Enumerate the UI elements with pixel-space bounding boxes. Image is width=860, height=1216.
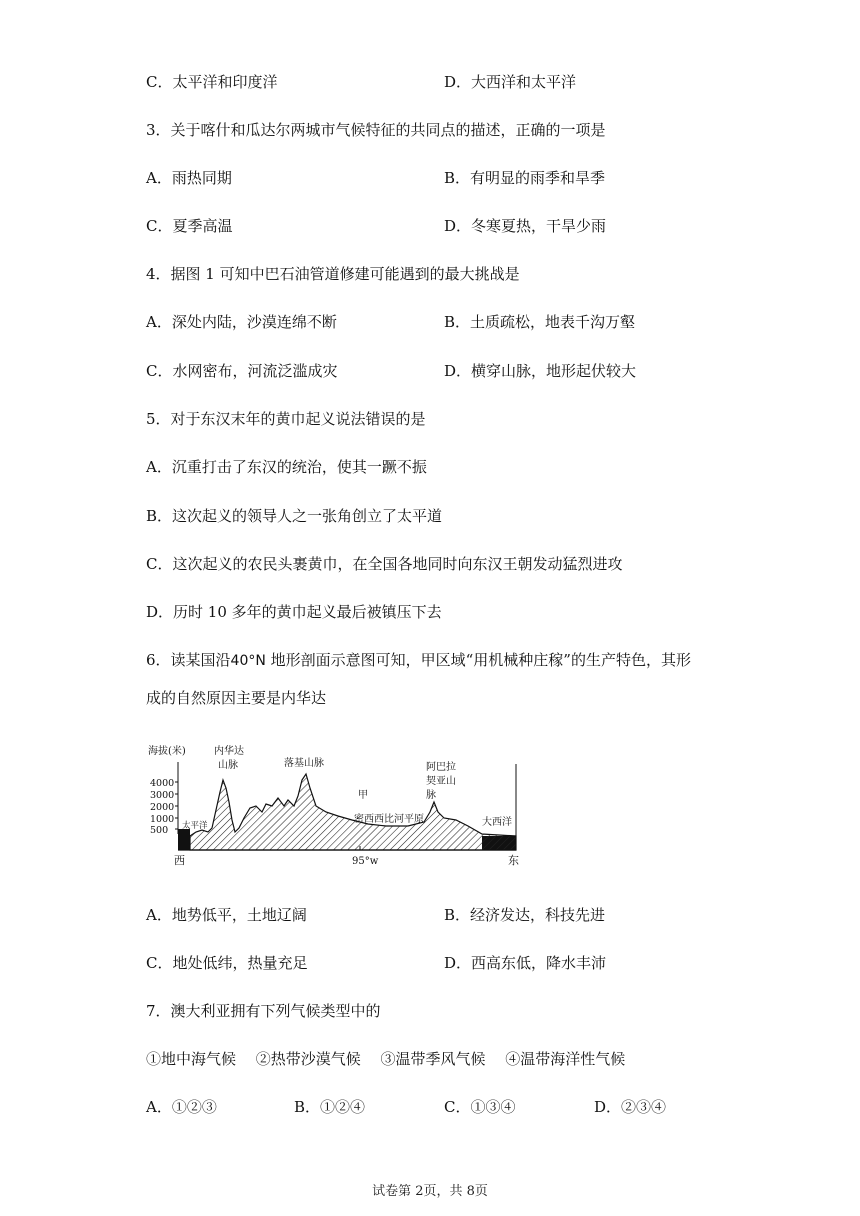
q5-option-c: C．这次起义的农民头裹黄巾，在全国各地同时向东汉王朝发动猛烈进攻 — [146, 555, 623, 573]
q7-option-b: B．①②④ — [294, 1098, 366, 1116]
terrain-profile-figure — [146, 740, 526, 868]
tick-2000: 2000 — [150, 802, 175, 813]
tick-500: 500 — [150, 825, 169, 836]
q6-stem — [146, 650, 691, 671]
q6-option-a: A．地势低平，土地辽阔 — [146, 906, 307, 924]
q2-option-d: D．大西洋和太平洋 — [444, 73, 577, 91]
q4-option-c: C．水网密布，河流泛滥成灾 — [146, 362, 338, 380]
pacific-label: 太平洋 — [182, 821, 208, 831]
q6-option-c: C．地处低纬，热量充足 — [146, 954, 308, 972]
meridian-label: 95°w — [352, 856, 379, 867]
appalachian-label-line1: 阿巴拉 — [426, 762, 456, 773]
q6-stem-before: 6．读某国沿 — [146, 651, 231, 669]
q3-stem: 3．关于喀什和瓜达尔两城市气候特征的共同点的描述，正确的一项是 — [146, 121, 606, 139]
jia-label: 甲 — [358, 790, 368, 801]
q6-option-b: B．经济发达，科技先进 — [444, 906, 606, 924]
nevada-label-line1: 内华达 — [214, 746, 244, 757]
q4-option-a: A．深处内陆，沙漠连绵不断 — [146, 313, 337, 331]
tick-3000: 3000 — [150, 790, 175, 801]
appalachian-label-line3: 脉 — [426, 790, 436, 801]
east-label: 东 — [508, 854, 519, 867]
tick-1000: 1000 — [150, 814, 175, 825]
q3-option-a: A．雨热同期 — [146, 169, 232, 187]
appalachian-label-line2: 契亚山 — [426, 776, 456, 787]
q2-option-c: C．太平洋和印度洋 — [146, 73, 278, 91]
q5-stem: 5．对于东汉末年的黄巾起义说法错误的是 — [146, 410, 426, 428]
q6-latitude: 40°N — [230, 653, 266, 669]
q3-option-c: C．夏季高温 — [146, 217, 233, 235]
atlantic-label: 大西洋 — [482, 817, 512, 828]
q5-option-a: A．沉重打击了东汉的统治，使其一蹶不振 — [146, 458, 427, 476]
q7-stem: 7．澳大利亚拥有下列气候类型中的 — [146, 1002, 381, 1020]
q3-option-b: B．有明显的雨季和旱季 — [444, 169, 606, 187]
tick-4000: 4000 — [150, 778, 175, 789]
page-footer: 试卷第 2页，共 8页 — [372, 1184, 488, 1199]
q7-option-a: A．①②③ — [146, 1098, 217, 1116]
plain-label: 密西西比河平原 — [354, 814, 424, 825]
y-axis-label: 海拔(米) — [148, 746, 186, 757]
pacific-ocean-block — [178, 829, 190, 850]
q3-option-d: D．冬寒夏热，干旱少雨 — [444, 217, 607, 235]
rockies-label: 落基山脉 — [284, 758, 324, 769]
q7-items: ①地中海气候 ②热带沙漠气候 ③温带季风气候 ④温带海洋性气候 — [146, 1050, 626, 1068]
west-label: 西 — [174, 854, 185, 867]
q7-option-d: D．②③④ — [594, 1098, 667, 1116]
q6-stem-line2: 成的自然原因主要是内华达 — [146, 689, 327, 707]
terrain-profile — [190, 774, 516, 850]
q7-option-c: C．①③④ — [444, 1098, 516, 1116]
q4-option-d: D．横穿山脉，地形起伏较大 — [444, 362, 637, 380]
q4-stem: 4．据图 1 可知中巴石油管道修建可能遇到的最大挑战是 — [146, 265, 520, 283]
q4-option-b: B．土质疏松，地表千沟万壑 — [444, 313, 636, 331]
q5-option-d: D．历时 10 多年的黄巾起义最后被镇压下去 — [146, 603, 442, 621]
q6-stem-after: 地形剖面示意图可知，甲区域“用机械种庄稼”的生产特色，其形 — [265, 651, 691, 669]
nevada-label-line2: 山脉 — [218, 760, 238, 771]
q6-option-d: D．西高东低，降水丰沛 — [444, 954, 607, 972]
q5-option-b: B．这次起义的领导人之一张角创立了太平道 — [146, 507, 443, 525]
